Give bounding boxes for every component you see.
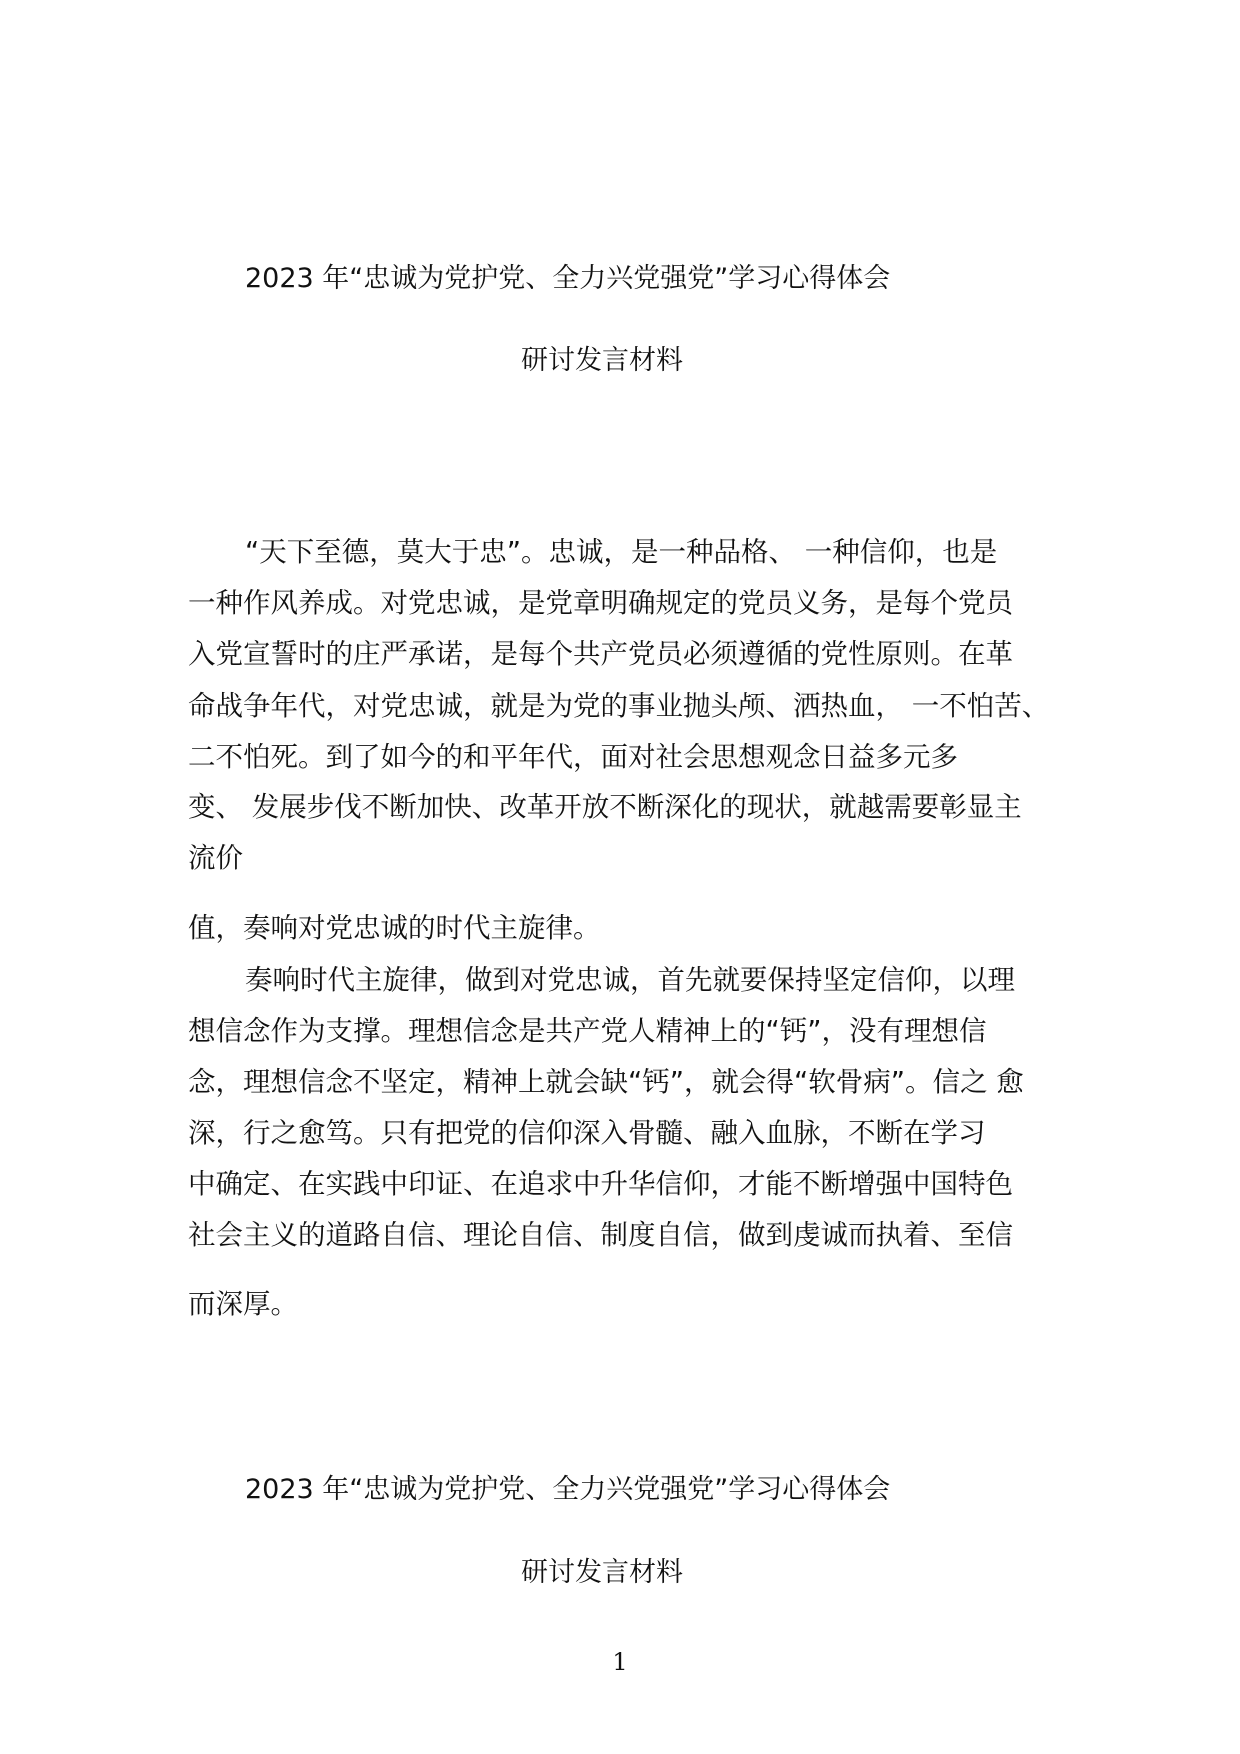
body-line: 变、 发展步伐不断加快、改革开放不断深化的现状，就越需要彰显主: [188, 791, 1022, 823]
repeat-subtitle: 研讨发言材料: [521, 1557, 683, 1588]
body-line: 入党宣誓时的庄严承诺，是每个共产党员必须遵循的党性原则。在革: [188, 638, 1013, 670]
body-line: 奏响时代主旋律，做到对党忠诚，首先就要保持坚定信仰，以理: [245, 964, 1015, 996]
body-line: 深，行之愈笃。只有把党的信仰深入骨髓、融入血脉，不断在学习: [188, 1117, 986, 1149]
document-title: 2023 年“忠诚为党护党、全力兴党强党”学习心得体会: [245, 263, 891, 294]
body-line: 中确定、在实践中印证、在追求中升华信仰，才能不断增强中国特色: [188, 1168, 1013, 1200]
repeat-title: 2023 年“忠诚为党护党、全力兴党强党”学习心得体会: [245, 1474, 891, 1505]
page-number: 1: [612, 1648, 628, 1676]
body-line: 而深厚。: [188, 1288, 298, 1320]
document-subtitle: 研讨发言材料: [521, 345, 683, 376]
body-line: 值，奏响对党忠诚的时代主旋律。: [188, 912, 601, 944]
body-line: 二不怕死。到了如今的和平年代，面对社会思想观念日益多元多: [188, 741, 958, 773]
body-line: 念，理想信念不坚定，精神上就会缺“钙”，就会得“软骨病”。信之 愈: [188, 1066, 1024, 1098]
body-line: 命战争年代，对党忠诚，就是为党的事业抛头颅、洒热血， 一不怕苦、: [188, 690, 1050, 722]
body-line: “天下至德，莫大于忠”。忠诚，是一种品格、 一种信仰，也是: [245, 536, 998, 568]
body-line: 想信念作为支撑。理想信念是共产党人精神上的“钙”，没有理想信: [188, 1015, 987, 1047]
body-line: 一种作风养成。对党忠诚，是党章明确规定的党员义务，是每个党员: [188, 587, 1013, 619]
body-line: 流价: [188, 842, 243, 874]
body-line: 社会主义的道路自信、理论自信、制度自信，做到虔诚而执着、至信: [188, 1219, 1013, 1251]
